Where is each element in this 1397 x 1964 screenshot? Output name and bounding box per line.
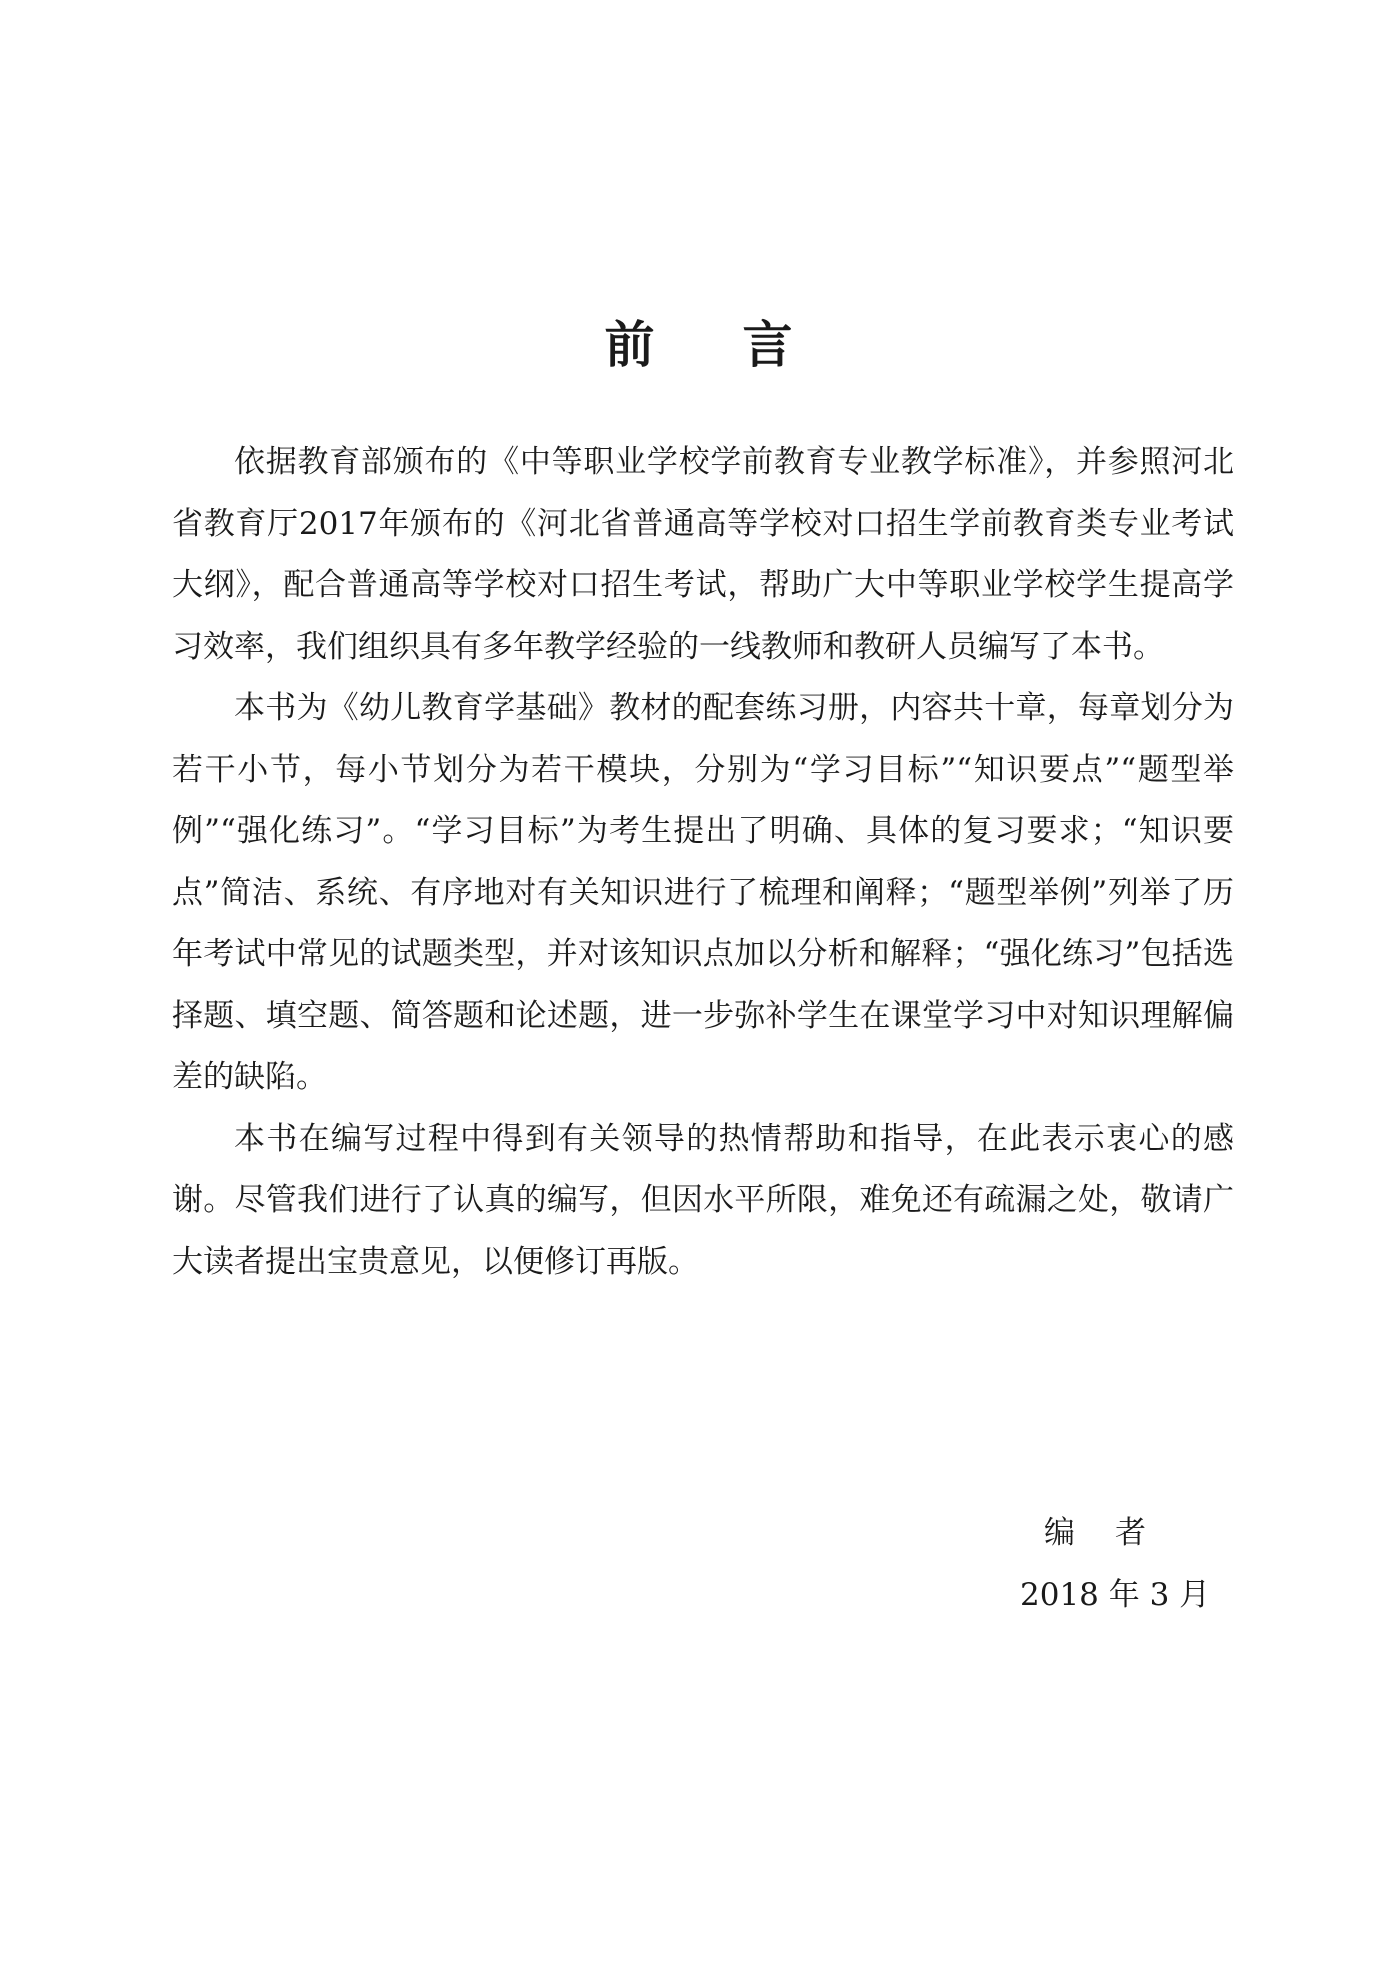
signature-date: 2018 年 3 月	[1020, 1577, 1211, 1613]
paragraph-2: 本书为《幼儿教育学基础》教材的配套练习册，内容共十章，每章划分为若干小节，每小节划分为若干模块，分别为“学习目标”“知识要点”“题型举例”“强化练习”。“学习目标”为考生提出了明确、具体的复习要求；“知识要点”简洁、系统、有序地对有关知识进行了梳理和阐释；“题型举例”列举了历年考试中常见的试题类型，并对该知识点加以分析和解释；“强化练习”包括选择题、填空题、简答题和论述题，进一步弥补学生在课堂学习中对知识理解偏差的缺陷。	[172, 690, 1234, 1095]
paragraph-3: 本书在编写过程中得到有关领导的热情帮助和指导，在此表示衷心的感谢。尽管我们进行了认真的编写，但因水平所限，难免还有疏漏之处，敬请广大读者提出宝贵意见，以便修订再版。	[172, 1120, 1234, 1280]
paragraph-1: 依据教育部颁布的《中等职业学校学前教育专业教学标准》，并参照河北省教育厅2017年颁布的《河北省普通高等学校对口招生学前教育类专业考试大纲》，配合普通高等学校对口招生考试，帮助广大中等职业学校学生提高学习效率，我们组织具有多年教学经验的一线教师和教研人员编写了本书。	[172, 444, 1234, 665]
preface-body	[172, 432, 1234, 1293]
signature-block	[1000, 1502, 1250, 1626]
page-title: 前言	[604, 315, 881, 374]
author-signature: 编者	[1044, 1515, 1186, 1551]
